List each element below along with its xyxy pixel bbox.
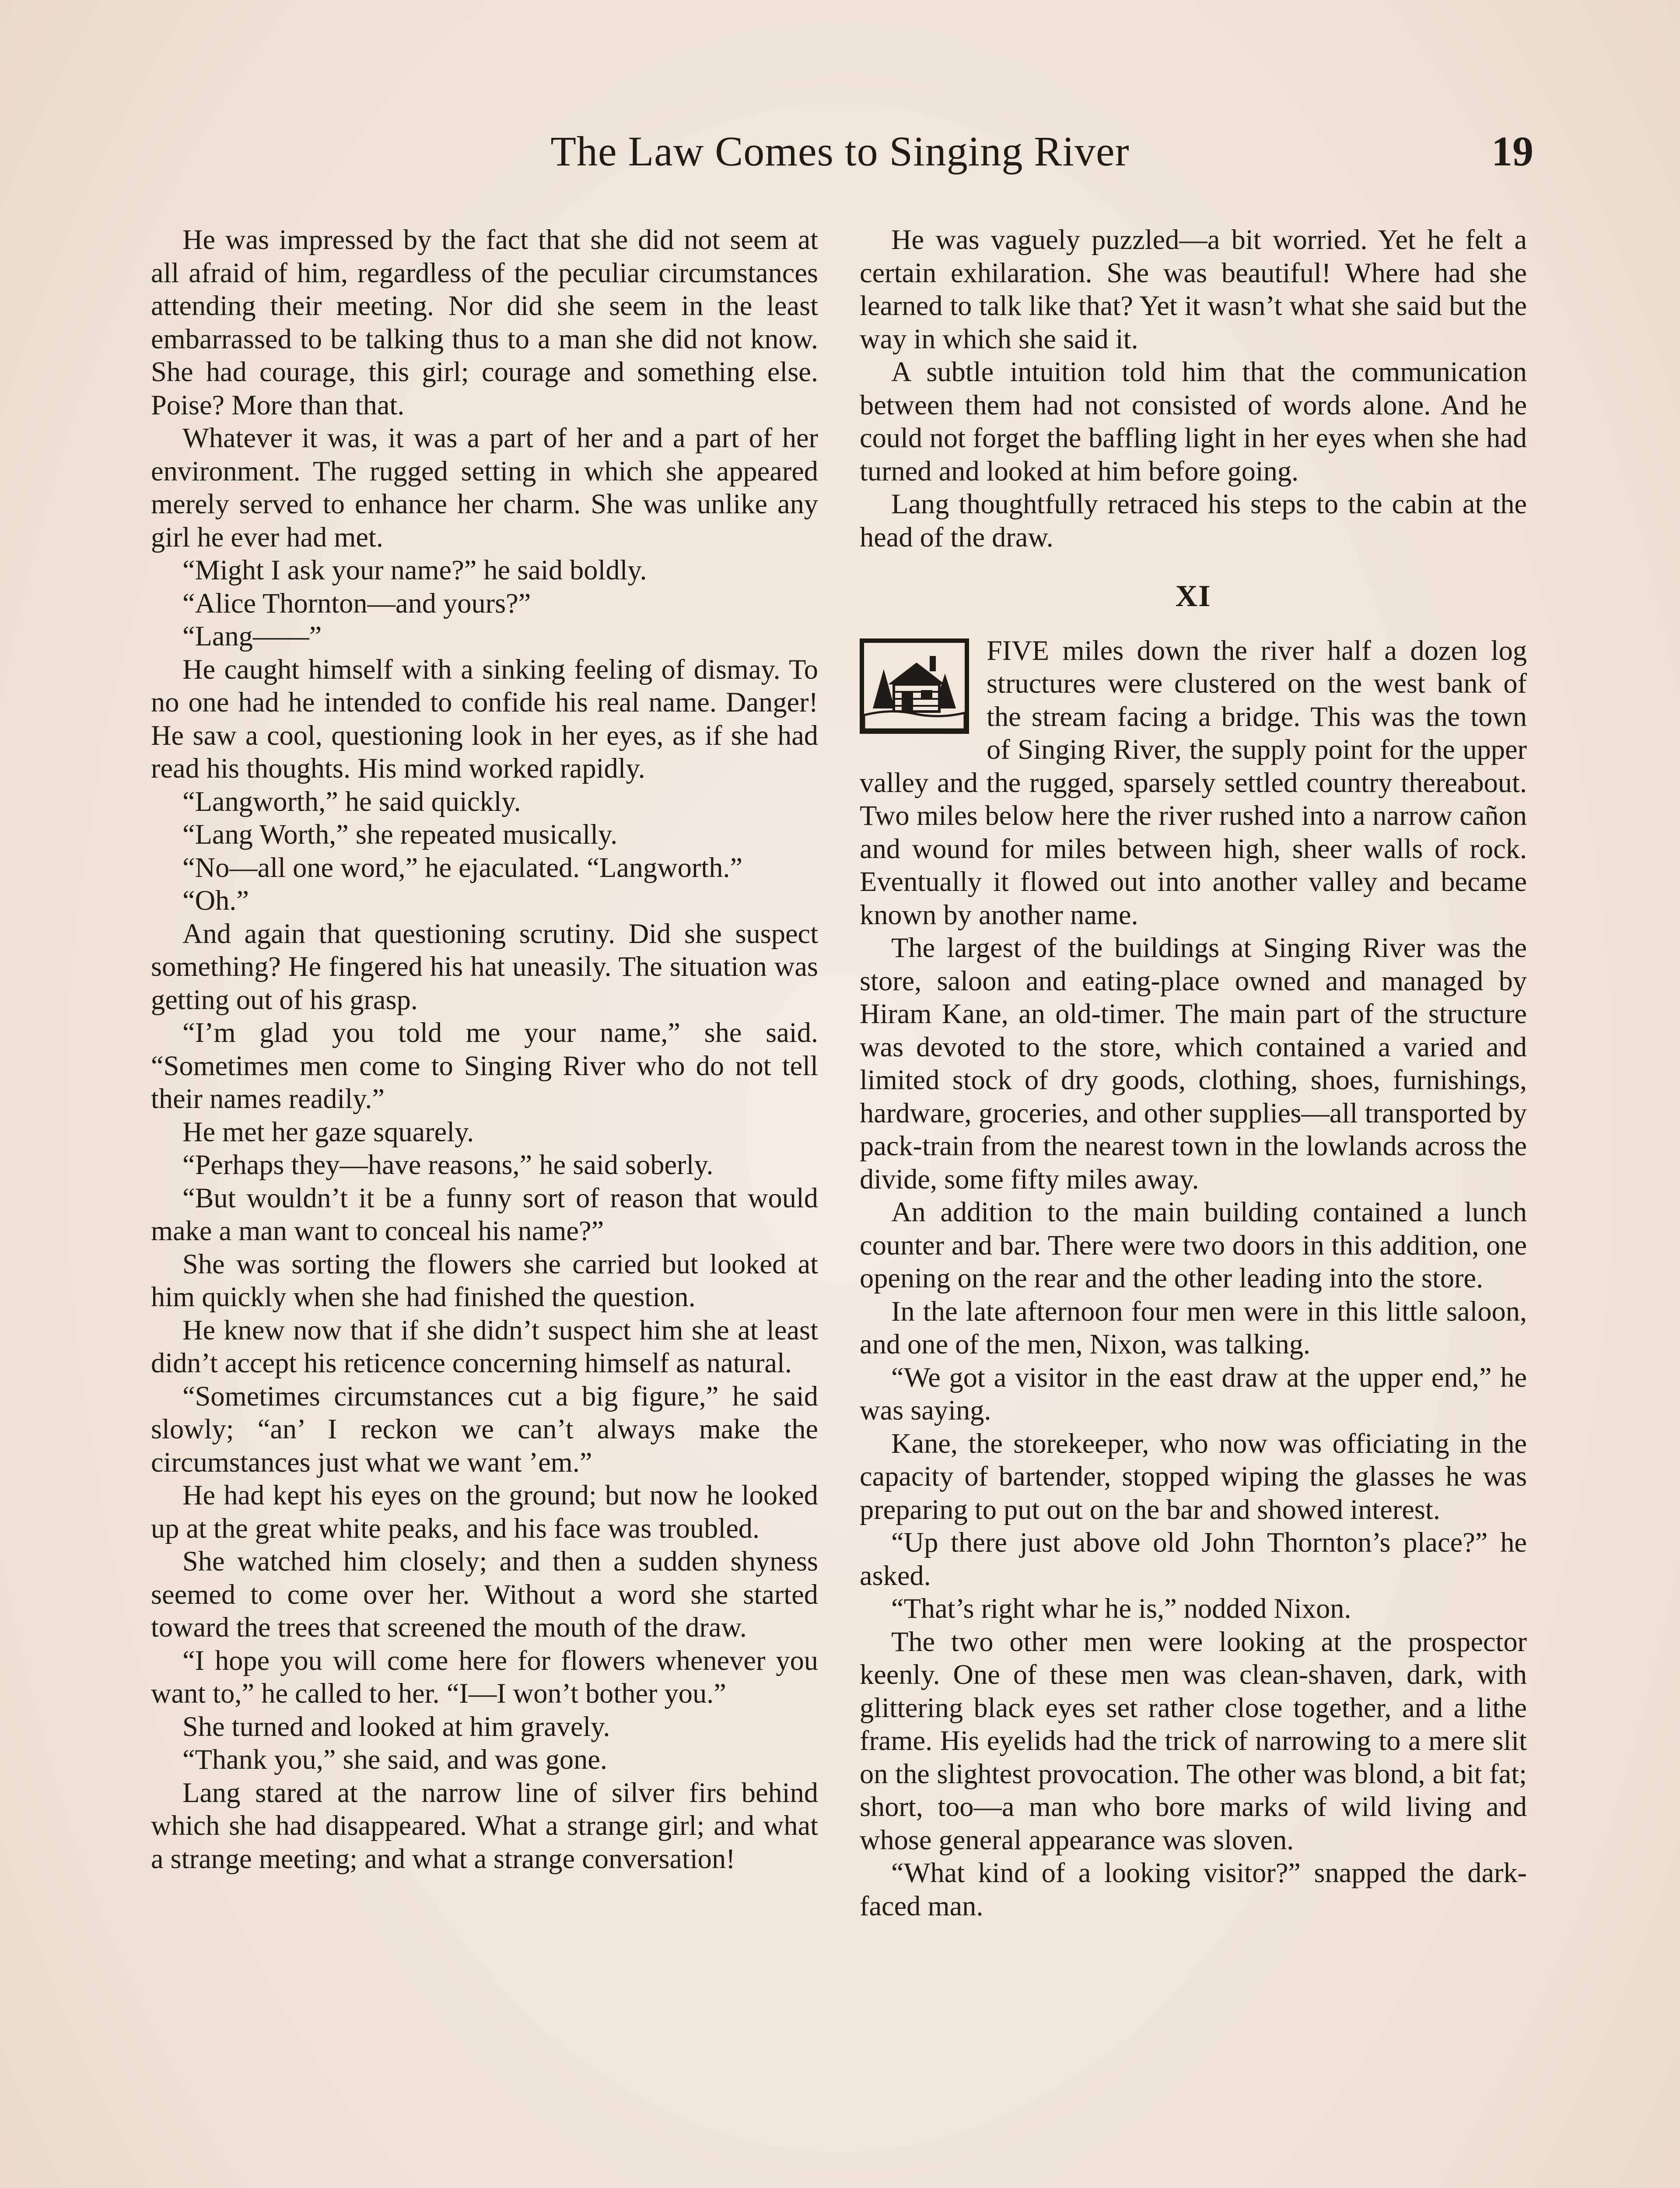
- paragraph: “Thank you,” she said, and was gone.: [182, 1744, 607, 1775]
- paragraph: An addition to the main building contained a lunch counter and bar. There were two doors in this addition, one opening on the rear and the other leading into the store.: [860, 1196, 1527, 1294]
- paragraph: “What kind of a looking visitor?” snapped the dark-faced man.: [860, 1857, 1527, 1922]
- paragraph: The two other men were looking at the prospector keenly. One of these men was clean-shaven, dark, with glittering black eyes set rather close together, and a lithe frame. His eyelids had the trick of narrowing to a mere slit on the slightest provocation. The other was blond, a bit fat; short, too—a man who bore marks of wild living and whose general appearance was sloven.: [860, 1626, 1527, 1855]
- right-column: [860, 223, 1527, 1922]
- paragraph: “Up there just above old John Thornton’s place?” he asked.: [860, 1527, 1527, 1591]
- paragraph: Kane, the storekeeper, who now was officiating in the capacity of bartender, stopped wiping the glasses he was preparing to put out on the bar and showed interest.: [860, 1427, 1527, 1525]
- left-column: [151, 223, 818, 1875]
- paragraph: She watched him closely; and then a sudden shyness seemed to come over her. Without a word she started toward the trees that screened the mouth of the draw.: [151, 1546, 818, 1643]
- paragraph: He was impressed by the fact that she did not seem at all afraid of him, regardless of the peculiar circumstances attending their meeting. Nor did she seem in the least embarrassed to be talking thus to a man she did not know. She had courage, this girl; courage and something else. Poise? More than that.: [151, 224, 818, 421]
- paragraph: He knew now that if she didn’t suspect him she at least didn’t accept his reticence concerning himself as natural.: [151, 1314, 818, 1378]
- paragraph: He was vaguely puzzled—a bit worried. Yet he felt a certain exhilaration. She was beautiful! Where had she learned to talk like that? Yet it wasn’t what she said but the way in which she said it.: [860, 224, 1527, 354]
- paragraph: FIVE miles down the river half a dozen log structures were clustered on the west bank of the stream facing a bridge. This was the town of Singing River, the supply point for the upper valley and the rugged, sparsely settled country thereabout. Two miles below here the river rushed into a narrow cañon and wound for miles between high, sheer walls of rock. Eventually it flowed out into another valley and became known by another name.: [860, 635, 1527, 930]
- running-head: The Law Comes to Singing River: [550, 128, 1130, 175]
- paragraph: “I’m glad you told me your name,” she said. “Sometimes men come to Singing River who do not tell their names readily.”: [151, 1017, 818, 1114]
- paragraph: “Might I ask your name?” he said boldly.: [182, 554, 647, 586]
- paragraph: He had kept his eyes on the ground; but now he looked up at the great white peaks, and his face was troubled.: [151, 1480, 818, 1544]
- paragraph: He caught himself with a sinking feeling of dismay. To no one had he intended to confide his real name. Danger! He saw a cool, questioning look in her eyes, as if she had read his thoughts. His mind worked rapidly.: [151, 653, 818, 784]
- paragraph: She turned and looked at him gravely.: [182, 1711, 610, 1742]
- paragraph: A subtle intuition told him that the communication between them had not consisted of words alone. And he could not forget the baffling light in her eyes when she had turned and looked at him before going.: [860, 356, 1527, 487]
- paragraph: “Perhaps they—have reasons,” he said soberly.: [182, 1149, 714, 1180]
- paragraph: “No—all one word,” he ejaculated. “Langworth.”: [182, 852, 743, 883]
- paragraph: “But wouldn’t it be a funny sort of reason that would make a man want to conceal his name?”: [151, 1182, 818, 1246]
- paragraph: The largest of the buildings at Singing River was the store, saloon and eating-place owned and managed by Hiram Kane, an old-timer. The main part of the structure was devoted to the store, which contained a varied and limited stock of dry goods, clothing, shoes, furnishings, hardware, groceries, and other supplies—all transported by pack-train from the nearest town in the lowlands across the divide, some fifty miles away.: [860, 932, 1527, 1195]
- section-number: XI: [1175, 579, 1211, 613]
- paragraph: “Alice Thornton—and yours?”: [182, 587, 531, 619]
- paragraph: “Oh.”: [182, 885, 249, 916]
- paragraph: “That’s right whar he is,” nodded Nixon.: [891, 1593, 1351, 1624]
- paragraph: Lang thoughtfully retraced his steps to the cabin at the head of the draw.: [860, 488, 1527, 553]
- paragraph: “Langworth,” he said quickly.: [182, 785, 521, 817]
- paragraph: And again that questioning scrutiny. Did she suspect something? He fingered his hat uneasily. The situation was getting out of his grasp.: [151, 918, 818, 1015]
- paragraph: “Lang Worth,” she repeated musically.: [182, 819, 618, 850]
- paragraph: “Lang——”: [182, 621, 322, 652]
- paragraph: “I hope you will come here for flowers whenever you want to,” he called to her. “I—I won’t bother you.”: [151, 1645, 818, 1709]
- paragraph: “Sometimes circumstances cut a big figure,” he said slowly; “an’ I reckon we can’t always make the circumstances just what we want ’em.”: [151, 1380, 818, 1478]
- paragraph: She was sorting the flowers she carried but looked at him quickly when she had finished the question.: [151, 1248, 818, 1312]
- log-cabin-icon: [860, 638, 969, 734]
- paragraph: “We got a visitor in the east draw at the upper end,” he was saying.: [860, 1361, 1527, 1426]
- paragraph: Whatever it was, it was a part of her and a part of her environment. The rugged setting in which she appeared merely served to enhance her charm. She was unlike any girl he ever had met.: [151, 422, 818, 553]
- paragraph: Lang stared at the narrow line of silver firs behind which she had disappeared. What a strange girl; and what a strange meeting; and what a strange conversation!: [151, 1777, 818, 1874]
- paragraph: He met her gaze squarely.: [182, 1116, 474, 1147]
- page-number: 19: [1491, 128, 1533, 175]
- paragraph: In the late afternoon four men were in this little saloon, and one of the men, Nixon, was talking.: [860, 1295, 1527, 1360]
